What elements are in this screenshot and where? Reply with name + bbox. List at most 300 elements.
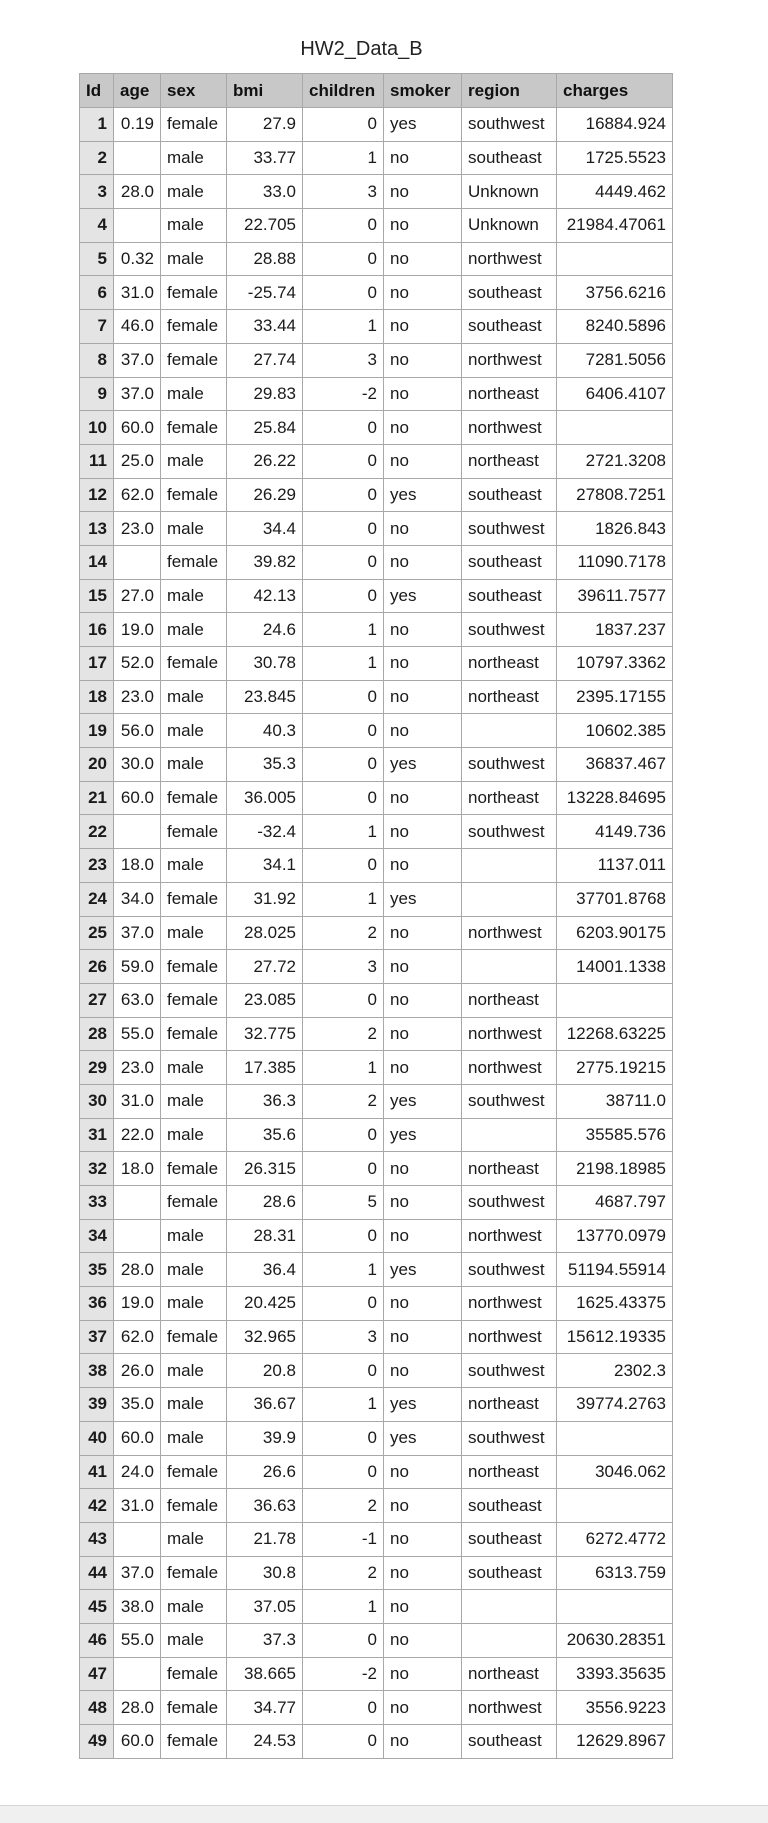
cell-age[interactable]: 22.0 [114, 1118, 161, 1152]
cell-bmi[interactable]: 27.72 [227, 950, 303, 984]
cell-region[interactable]: northwest [462, 1691, 557, 1725]
cell-smoker[interactable]: no [384, 141, 462, 175]
cell-id[interactable]: 22 [80, 815, 114, 849]
cell-smoker[interactable]: no [384, 209, 462, 243]
cell-region[interactable]: northwest [462, 1287, 557, 1321]
cell-smoker[interactable]: no [384, 1320, 462, 1354]
cell-sex[interactable]: male [161, 1623, 227, 1657]
cell-bmi[interactable]: 20.425 [227, 1287, 303, 1321]
cell-bmi[interactable]: 35.3 [227, 748, 303, 782]
cell-smoker[interactable]: no [384, 1623, 462, 1657]
cell-bmi[interactable]: 23.085 [227, 983, 303, 1017]
cell-region[interactable]: northeast [462, 1657, 557, 1691]
cell-charges[interactable]: 2395.17155 [557, 680, 673, 714]
cell-children[interactable]: -1 [303, 1522, 384, 1556]
cell-children[interactable]: 0 [303, 781, 384, 815]
cell-sex[interactable]: female [161, 478, 227, 512]
cell-bmi[interactable]: 32.965 [227, 1320, 303, 1354]
cell-charges[interactable]: 2775.19215 [557, 1051, 673, 1085]
cell-smoker[interactable]: yes [384, 1388, 462, 1422]
cell-sex[interactable]: male [161, 242, 227, 276]
cell-charges[interactable]: 38711.0 [557, 1084, 673, 1118]
cell-id[interactable]: 45 [80, 1590, 114, 1624]
cell-region[interactable]: northeast [462, 983, 557, 1017]
column-header-bmi[interactable]: bmi [227, 74, 303, 108]
cell-charges[interactable]: 12629.8967 [557, 1725, 673, 1759]
cell-sex[interactable]: male [161, 1287, 227, 1321]
cell-sex[interactable]: male [161, 714, 227, 748]
cell-region[interactable]: northeast [462, 1152, 557, 1186]
cell-region[interactable]: northwest [462, 1051, 557, 1085]
cell-bmi[interactable]: 40.3 [227, 714, 303, 748]
cell-charges[interactable]: 39774.2763 [557, 1388, 673, 1422]
cell-id[interactable]: 37 [80, 1320, 114, 1354]
cell-children[interactable]: 2 [303, 1084, 384, 1118]
cell-smoker[interactable]: yes [384, 748, 462, 782]
cell-smoker[interactable]: no [384, 680, 462, 714]
cell-charges[interactable]: 7281.5056 [557, 343, 673, 377]
cell-smoker[interactable]: no [384, 377, 462, 411]
cell-smoker[interactable]: no [384, 1051, 462, 1085]
cell-smoker[interactable]: no [384, 983, 462, 1017]
cell-age[interactable]: 60.0 [114, 1421, 161, 1455]
cell-region[interactable]: southeast [462, 1725, 557, 1759]
cell-age[interactable]: 37.0 [114, 377, 161, 411]
cell-charges[interactable]: 8240.5896 [557, 310, 673, 344]
cell-age[interactable]: 31.0 [114, 276, 161, 310]
cell-smoker[interactable]: no [384, 1287, 462, 1321]
cell-bmi[interactable]: 36.63 [227, 1489, 303, 1523]
cell-id[interactable]: 3 [80, 175, 114, 209]
cell-children[interactable]: 0 [303, 242, 384, 276]
cell-children[interactable]: 2 [303, 916, 384, 950]
cell-region[interactable]: southeast [462, 141, 557, 175]
cell-sex[interactable]: female [161, 1320, 227, 1354]
cell-age[interactable]: 60.0 [114, 411, 161, 445]
cell-smoker[interactable]: no [384, 1489, 462, 1523]
cell-charges[interactable]: 1725.5523 [557, 141, 673, 175]
cell-children[interactable]: 0 [303, 512, 384, 546]
cell-id[interactable]: 16 [80, 613, 114, 647]
cell-bmi[interactable]: 37.05 [227, 1590, 303, 1624]
cell-bmi[interactable]: -32.4 [227, 815, 303, 849]
cell-bmi[interactable]: 33.0 [227, 175, 303, 209]
cell-region[interactable]: northwest [462, 1219, 557, 1253]
cell-sex[interactable]: female [161, 882, 227, 916]
cell-bmi[interactable]: -25.74 [227, 276, 303, 310]
column-header-children[interactable]: children [303, 74, 384, 108]
cell-charges[interactable]: 1625.43375 [557, 1287, 673, 1321]
cell-sex[interactable]: male [161, 579, 227, 613]
cell-region[interactable]: southwest [462, 1354, 557, 1388]
cell-id[interactable]: 20 [80, 748, 114, 782]
cell-charges[interactable]: 6203.90175 [557, 916, 673, 950]
cell-id[interactable]: 42 [80, 1489, 114, 1523]
cell-sex[interactable]: female [161, 950, 227, 984]
cell-charges[interactable]: 10602.385 [557, 714, 673, 748]
cell-children[interactable]: 0 [303, 478, 384, 512]
cell-smoker[interactable]: no [384, 310, 462, 344]
cell-id[interactable]: 2 [80, 141, 114, 175]
cell-charges[interactable]: 13228.84695 [557, 781, 673, 815]
cell-id[interactable]: 13 [80, 512, 114, 546]
cell-age[interactable]: 26.0 [114, 1354, 161, 1388]
cell-region[interactable]: southwest [462, 1186, 557, 1220]
cell-children[interactable]: 0 [303, 748, 384, 782]
cell-children[interactable]: 0 [303, 579, 384, 613]
cell-id[interactable]: 12 [80, 478, 114, 512]
cell-region[interactable]: southeast [462, 545, 557, 579]
cell-region[interactable]: northwest [462, 343, 557, 377]
cell-region[interactable]: southwest [462, 1084, 557, 1118]
cell-age[interactable]: 24.0 [114, 1455, 161, 1489]
cell-charges[interactable]: 6272.4772 [557, 1522, 673, 1556]
cell-bmi[interactable]: 23.845 [227, 680, 303, 714]
cell-sex[interactable]: female [161, 545, 227, 579]
cell-smoker[interactable]: no [384, 647, 462, 681]
cell-id[interactable]: 1 [80, 108, 114, 142]
column-header-region[interactable]: region [462, 74, 557, 108]
cell-age[interactable]: 55.0 [114, 1623, 161, 1657]
cell-children[interactable]: 1 [303, 1253, 384, 1287]
cell-age[interactable] [114, 1657, 161, 1691]
cell-sex[interactable]: male [161, 748, 227, 782]
cell-children[interactable]: 1 [303, 310, 384, 344]
cell-smoker[interactable]: no [384, 444, 462, 478]
cell-age[interactable] [114, 815, 161, 849]
cell-sex[interactable]: male [161, 1590, 227, 1624]
cell-sex[interactable]: female [161, 1691, 227, 1725]
cell-region[interactable]: Unknown [462, 209, 557, 243]
cell-charges[interactable] [557, 411, 673, 445]
cell-bmi[interactable]: 35.6 [227, 1118, 303, 1152]
cell-charges[interactable]: 1137.011 [557, 849, 673, 883]
cell-age[interactable]: 28.0 [114, 175, 161, 209]
cell-sex[interactable]: male [161, 1421, 227, 1455]
cell-sex[interactable]: female [161, 1725, 227, 1759]
cell-id[interactable]: 44 [80, 1556, 114, 1590]
cell-age[interactable]: 23.0 [114, 680, 161, 714]
cell-age[interactable]: 0.32 [114, 242, 161, 276]
cell-region[interactable]: southwest [462, 613, 557, 647]
cell-smoker[interactable]: no [384, 1522, 462, 1556]
cell-age[interactable]: 19.0 [114, 613, 161, 647]
cell-bmi[interactable]: 42.13 [227, 579, 303, 613]
cell-region[interactable]: Unknown [462, 175, 557, 209]
cell-id[interactable]: 21 [80, 781, 114, 815]
cell-sex[interactable]: male [161, 1219, 227, 1253]
cell-charges[interactable]: 13770.0979 [557, 1219, 673, 1253]
cell-children[interactable]: 0 [303, 444, 384, 478]
cell-charges[interactable]: 3393.35635 [557, 1657, 673, 1691]
cell-id[interactable]: 49 [80, 1725, 114, 1759]
cell-smoker[interactable]: no [384, 1725, 462, 1759]
cell-bmi[interactable]: 37.3 [227, 1623, 303, 1657]
cell-sex[interactable]: female [161, 647, 227, 681]
cell-region[interactable]: southeast [462, 1489, 557, 1523]
cell-sex[interactable]: male [161, 1354, 227, 1388]
cell-sex[interactable]: female [161, 1152, 227, 1186]
cell-id[interactable]: 18 [80, 680, 114, 714]
cell-smoker[interactable]: no [384, 1657, 462, 1691]
cell-children[interactable]: 0 [303, 1455, 384, 1489]
cell-bmi[interactable]: 21.78 [227, 1522, 303, 1556]
cell-bmi[interactable]: 28.31 [227, 1219, 303, 1253]
cell-sex[interactable]: male [161, 175, 227, 209]
cell-region[interactable]: southwest [462, 748, 557, 782]
cell-id[interactable]: 15 [80, 579, 114, 613]
cell-id[interactable]: 14 [80, 545, 114, 579]
cell-sex[interactable]: female [161, 815, 227, 849]
cell-region[interactable]: northeast [462, 377, 557, 411]
cell-sex[interactable]: male [161, 1118, 227, 1152]
cell-sex[interactable]: female [161, 1455, 227, 1489]
cell-age[interactable] [114, 209, 161, 243]
cell-smoker[interactable]: no [384, 781, 462, 815]
cell-smoker[interactable]: yes [384, 1118, 462, 1152]
cell-age[interactable] [114, 545, 161, 579]
cell-charges[interactable]: 37701.8768 [557, 882, 673, 916]
cell-children[interactable]: 1 [303, 882, 384, 916]
cell-smoker[interactable]: no [384, 950, 462, 984]
cell-sex[interactable]: male [161, 377, 227, 411]
cell-smoker[interactable]: no [384, 849, 462, 883]
cell-age[interactable]: 60.0 [114, 781, 161, 815]
cell-charges[interactable]: 21984.47061 [557, 209, 673, 243]
cell-region[interactable] [462, 714, 557, 748]
cell-children[interactable]: 1 [303, 613, 384, 647]
cell-bmi[interactable]: 34.4 [227, 512, 303, 546]
cell-age[interactable]: 37.0 [114, 916, 161, 950]
cell-age[interactable]: 31.0 [114, 1489, 161, 1523]
cell-sex[interactable]: female [161, 411, 227, 445]
cell-id[interactable]: 31 [80, 1118, 114, 1152]
cell-children[interactable]: 0 [303, 714, 384, 748]
cell-smoker[interactable]: yes [384, 1421, 462, 1455]
cell-bmi[interactable]: 26.29 [227, 478, 303, 512]
cell-id[interactable]: 23 [80, 849, 114, 883]
cell-bmi[interactable]: 33.44 [227, 310, 303, 344]
cell-bmi[interactable]: 24.53 [227, 1725, 303, 1759]
cell-bmi[interactable]: 22.705 [227, 209, 303, 243]
cell-bmi[interactable]: 32.775 [227, 1017, 303, 1051]
cell-smoker[interactable]: no [384, 613, 462, 647]
cell-smoker[interactable]: no [384, 1455, 462, 1489]
cell-bmi[interactable]: 26.6 [227, 1455, 303, 1489]
cell-region[interactable]: southeast [462, 579, 557, 613]
cell-region[interactable] [462, 849, 557, 883]
cell-children[interactable]: 0 [303, 1354, 384, 1388]
cell-bmi[interactable]: 36.67 [227, 1388, 303, 1422]
cell-bmi[interactable]: 20.8 [227, 1354, 303, 1388]
cell-smoker[interactable]: no [384, 343, 462, 377]
cell-region[interactable] [462, 1623, 557, 1657]
cell-children[interactable]: 0 [303, 680, 384, 714]
cell-charges[interactable]: 4687.797 [557, 1186, 673, 1220]
cell-age[interactable]: 37.0 [114, 1556, 161, 1590]
cell-smoker[interactable]: yes [384, 478, 462, 512]
cell-bmi[interactable]: 29.83 [227, 377, 303, 411]
horizontal-scrollbar[interactable] [0, 1805, 768, 1823]
cell-sex[interactable]: male [161, 444, 227, 478]
cell-age[interactable]: 60.0 [114, 1725, 161, 1759]
cell-age[interactable]: 62.0 [114, 478, 161, 512]
cell-charges[interactable]: 36837.467 [557, 748, 673, 782]
cell-charges[interactable]: 27808.7251 [557, 478, 673, 512]
cell-children[interactable]: 1 [303, 1388, 384, 1422]
cell-region[interactable]: southwest [462, 815, 557, 849]
cell-charges[interactable]: 15612.19335 [557, 1320, 673, 1354]
cell-children[interactable]: 0 [303, 411, 384, 445]
cell-id[interactable]: 5 [80, 242, 114, 276]
cell-bmi[interactable]: 30.8 [227, 1556, 303, 1590]
cell-sex[interactable]: female [161, 310, 227, 344]
cell-sex[interactable]: male [161, 849, 227, 883]
cell-bmi[interactable]: 39.82 [227, 545, 303, 579]
cell-sex[interactable]: male [161, 1388, 227, 1422]
cell-id[interactable]: 34 [80, 1219, 114, 1253]
cell-charges[interactable]: 3556.9223 [557, 1691, 673, 1725]
cell-sex[interactable]: female [161, 781, 227, 815]
cell-sex[interactable]: male [161, 613, 227, 647]
cell-smoker[interactable]: no [384, 1354, 462, 1388]
cell-children[interactable]: 5 [303, 1186, 384, 1220]
cell-id[interactable]: 10 [80, 411, 114, 445]
cell-region[interactable]: southwest [462, 512, 557, 546]
cell-children[interactable]: 0 [303, 545, 384, 579]
cell-children[interactable]: -2 [303, 1657, 384, 1691]
cell-charges[interactable]: 1837.237 [557, 613, 673, 647]
cell-id[interactable]: 46 [80, 1623, 114, 1657]
cell-charges[interactable]: 2198.18985 [557, 1152, 673, 1186]
cell-id[interactable]: 9 [80, 377, 114, 411]
cell-children[interactable]: 2 [303, 1489, 384, 1523]
cell-region[interactable]: southwest [462, 108, 557, 142]
cell-id[interactable]: 35 [80, 1253, 114, 1287]
cell-bmi[interactable]: 34.1 [227, 849, 303, 883]
cell-children[interactable]: 0 [303, 1691, 384, 1725]
cell-bmi[interactable]: 36.005 [227, 781, 303, 815]
cell-region[interactable]: northwest [462, 411, 557, 445]
cell-id[interactable]: 6 [80, 276, 114, 310]
cell-region[interactable]: northwest [462, 916, 557, 950]
cell-sex[interactable]: female [161, 343, 227, 377]
cell-charges[interactable]: 51194.55914 [557, 1253, 673, 1287]
cell-age[interactable]: 25.0 [114, 444, 161, 478]
cell-sex[interactable]: male [161, 1084, 227, 1118]
cell-charges[interactable]: 3756.6216 [557, 276, 673, 310]
cell-id[interactable]: 27 [80, 983, 114, 1017]
cell-region[interactable]: southeast [462, 478, 557, 512]
cell-region[interactable]: southeast [462, 1522, 557, 1556]
cell-smoker[interactable]: no [384, 916, 462, 950]
cell-id[interactable]: 41 [80, 1455, 114, 1489]
cell-charges[interactable]: 20630.28351 [557, 1623, 673, 1657]
cell-charges[interactable]: 6406.4107 [557, 377, 673, 411]
cell-charges[interactable]: 4149.736 [557, 815, 673, 849]
cell-age[interactable] [114, 141, 161, 175]
cell-sex[interactable]: male [161, 916, 227, 950]
cell-children[interactable]: 3 [303, 1320, 384, 1354]
cell-age[interactable]: 35.0 [114, 1388, 161, 1422]
cell-id[interactable]: 19 [80, 714, 114, 748]
cell-age[interactable]: 18.0 [114, 849, 161, 883]
cell-age[interactable]: 46.0 [114, 310, 161, 344]
cell-charges[interactable]: 2721.3208 [557, 444, 673, 478]
cell-children[interactable]: 0 [303, 849, 384, 883]
cell-charges[interactable] [557, 1421, 673, 1455]
cell-children[interactable]: 0 [303, 1287, 384, 1321]
cell-charges[interactable]: 2302.3 [557, 1354, 673, 1388]
cell-id[interactable]: 7 [80, 310, 114, 344]
cell-children[interactable]: 1 [303, 647, 384, 681]
cell-children[interactable]: 0 [303, 1152, 384, 1186]
cell-charges[interactable]: 10797.3362 [557, 647, 673, 681]
cell-id[interactable]: 11 [80, 444, 114, 478]
cell-children[interactable]: 0 [303, 1725, 384, 1759]
cell-age[interactable]: 19.0 [114, 1287, 161, 1321]
cell-sex[interactable]: male [161, 680, 227, 714]
cell-children[interactable]: 3 [303, 950, 384, 984]
cell-bmi[interactable]: 31.92 [227, 882, 303, 916]
cell-age[interactable]: 52.0 [114, 647, 161, 681]
cell-children[interactable]: -2 [303, 377, 384, 411]
cell-sex[interactable]: female [161, 1556, 227, 1590]
cell-age[interactable]: 55.0 [114, 1017, 161, 1051]
cell-age[interactable]: 31.0 [114, 1084, 161, 1118]
cell-region[interactable]: northeast [462, 781, 557, 815]
cell-id[interactable]: 40 [80, 1421, 114, 1455]
cell-children[interactable]: 0 [303, 276, 384, 310]
cell-smoker[interactable]: no [384, 1186, 462, 1220]
cell-id[interactable]: 29 [80, 1051, 114, 1085]
cell-age[interactable]: 27.0 [114, 579, 161, 613]
cell-charges[interactable]: 14001.1338 [557, 950, 673, 984]
cell-children[interactable]: 0 [303, 209, 384, 243]
cell-age[interactable]: 28.0 [114, 1253, 161, 1287]
cell-smoker[interactable]: yes [384, 1253, 462, 1287]
cell-charges[interactable] [557, 983, 673, 1017]
cell-charges[interactable]: 35585.576 [557, 1118, 673, 1152]
cell-region[interactable]: southwest [462, 1421, 557, 1455]
cell-children[interactable]: 2 [303, 1556, 384, 1590]
cell-bmi[interactable]: 36.3 [227, 1084, 303, 1118]
cell-age[interactable]: 23.0 [114, 1051, 161, 1085]
cell-charges[interactable]: 11090.7178 [557, 545, 673, 579]
cell-region[interactable]: southeast [462, 310, 557, 344]
cell-charges[interactable]: 1826.843 [557, 512, 673, 546]
cell-sex[interactable]: male [161, 1522, 227, 1556]
cell-age[interactable]: 23.0 [114, 512, 161, 546]
column-header-id[interactable]: Id [80, 74, 114, 108]
cell-age[interactable]: 0.19 [114, 108, 161, 142]
cell-region[interactable]: northeast [462, 1455, 557, 1489]
column-header-smoker[interactable]: smoker [384, 74, 462, 108]
cell-bmi[interactable]: 25.84 [227, 411, 303, 445]
cell-id[interactable]: 8 [80, 343, 114, 377]
cell-bmi[interactable]: 26.22 [227, 444, 303, 478]
cell-age[interactable]: 34.0 [114, 882, 161, 916]
cell-age[interactable]: 59.0 [114, 950, 161, 984]
cell-region[interactable]: northwest [462, 1320, 557, 1354]
cell-children[interactable]: 3 [303, 343, 384, 377]
cell-smoker[interactable]: no [384, 1556, 462, 1590]
cell-id[interactable]: 32 [80, 1152, 114, 1186]
cell-age[interactable]: 28.0 [114, 1691, 161, 1725]
cell-bmi[interactable]: 27.9 [227, 108, 303, 142]
cell-id[interactable]: 28 [80, 1017, 114, 1051]
cell-bmi[interactable]: 28.88 [227, 242, 303, 276]
